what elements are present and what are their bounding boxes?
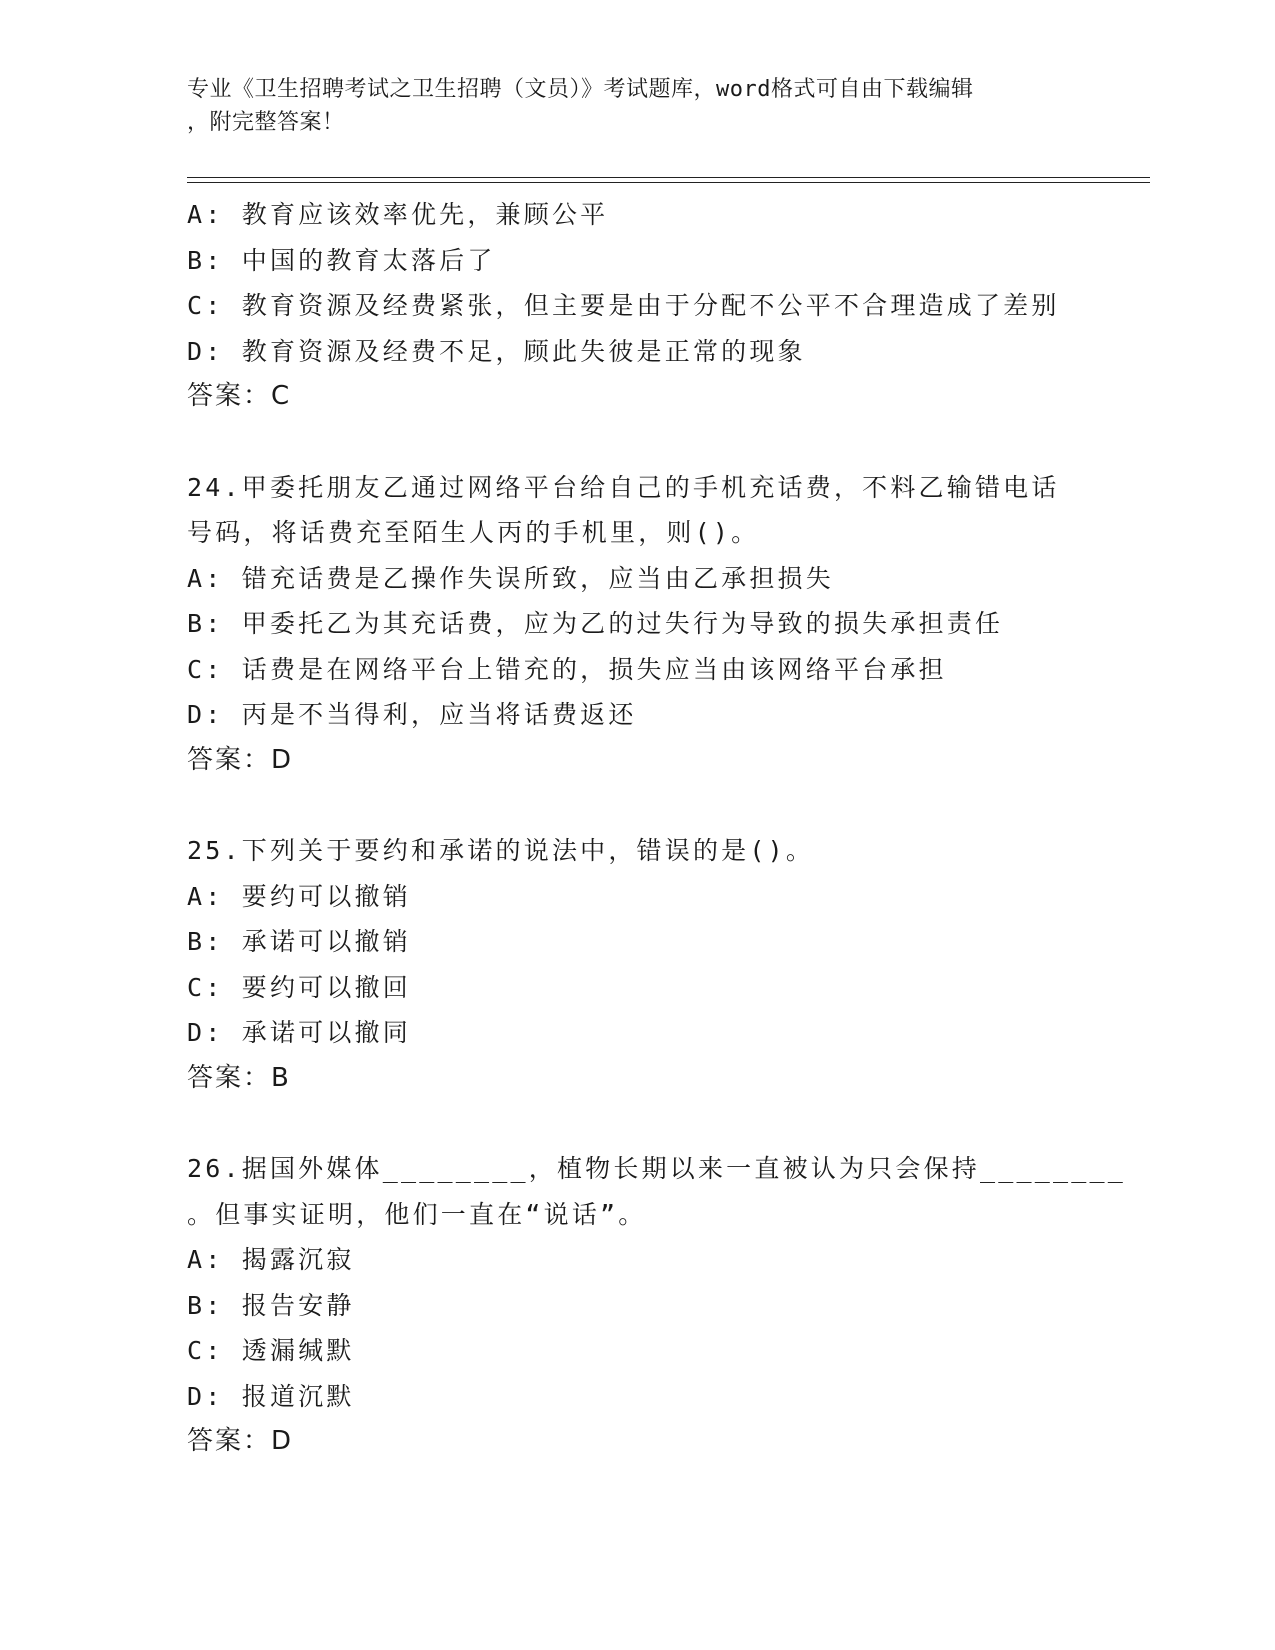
question-list	[187, 192, 1126, 1465]
question-stem-line-2: 号码，将话费充至陌生人丙的手机里，则()。	[187, 518, 760, 547]
question-stem-line-1: 25.下列关于要约和承诺的说法中，错误的是()。	[187, 836, 815, 865]
header-divider-bottom	[187, 182, 1150, 183]
option-b: B: 报告安静	[187, 1290, 355, 1320]
option-d: D: 教育资源及经费不足，顾此失彼是正常的现象	[187, 336, 806, 366]
question-24	[187, 465, 1087, 784]
question-stem-line-2: 。但事实证明，他们一直在“说话”。	[187, 1199, 647, 1229]
option-c: C: 教育资源及经费紧张，但主要是由于分配不公平不合理造成了差别	[187, 291, 1060, 320]
spacer	[187, 1101, 1087, 1146]
question-25	[187, 828, 1087, 1101]
option-b: B: 甲委托乙为其充话费，应为乙的过失行为导致的损失承担责任	[187, 609, 1004, 638]
question-26	[187, 1146, 1126, 1465]
option-a: A: 错充话费是乙操作失误所致，应当由乙承担损失	[187, 563, 834, 593]
option-c: C: 透漏缄默	[187, 1336, 355, 1365]
question-23	[187, 192, 1087, 420]
option-a: A: 教育应该效率优先，兼顾公平	[187, 200, 609, 229]
spacer	[187, 420, 1087, 465]
spacer	[187, 783, 1087, 828]
option-b: B: 中国的教育太落后了	[187, 245, 496, 275]
header-line-1: 专业《卫生招聘考试之卫生招聘（文员）》考试题库，word格式可自由下载编辑	[187, 77, 974, 102]
option-c: C: 要约可以撤回	[187, 972, 411, 1002]
option-d: D: 报道沉默	[187, 1381, 355, 1411]
header-divider-top	[187, 177, 1150, 178]
option-a: A: 揭露沉寂	[187, 1245, 355, 1274]
answer: 答案：D	[187, 1426, 294, 1456]
answer: 答案：C	[187, 381, 292, 411]
question-stem-line-1: 24.甲委托朋友乙通过网络平台给自己的手机充话费，不料乙输错电话	[187, 472, 1060, 502]
option-a: A: 要约可以撤销	[187, 881, 411, 911]
header-line-2: ，附完整答案！	[187, 110, 345, 135]
answer: 答案：D	[187, 744, 294, 775]
option-d: D: 承诺可以撤同	[187, 1018, 411, 1047]
question-stem-line-1: 26.据国外媒体________，植物长期以来一直被认为只会保持________	[187, 1154, 1126, 1183]
option-b: B: 承诺可以撤销	[187, 927, 411, 956]
document-header	[187, 73, 1067, 139]
answer: 答案：B	[187, 1062, 291, 1093]
option-c: C: 话费是在网络平台上错充的，损失应当由该网络平台承担	[187, 654, 947, 684]
option-d: D: 丙是不当得利，应当将话费返还	[187, 700, 637, 729]
